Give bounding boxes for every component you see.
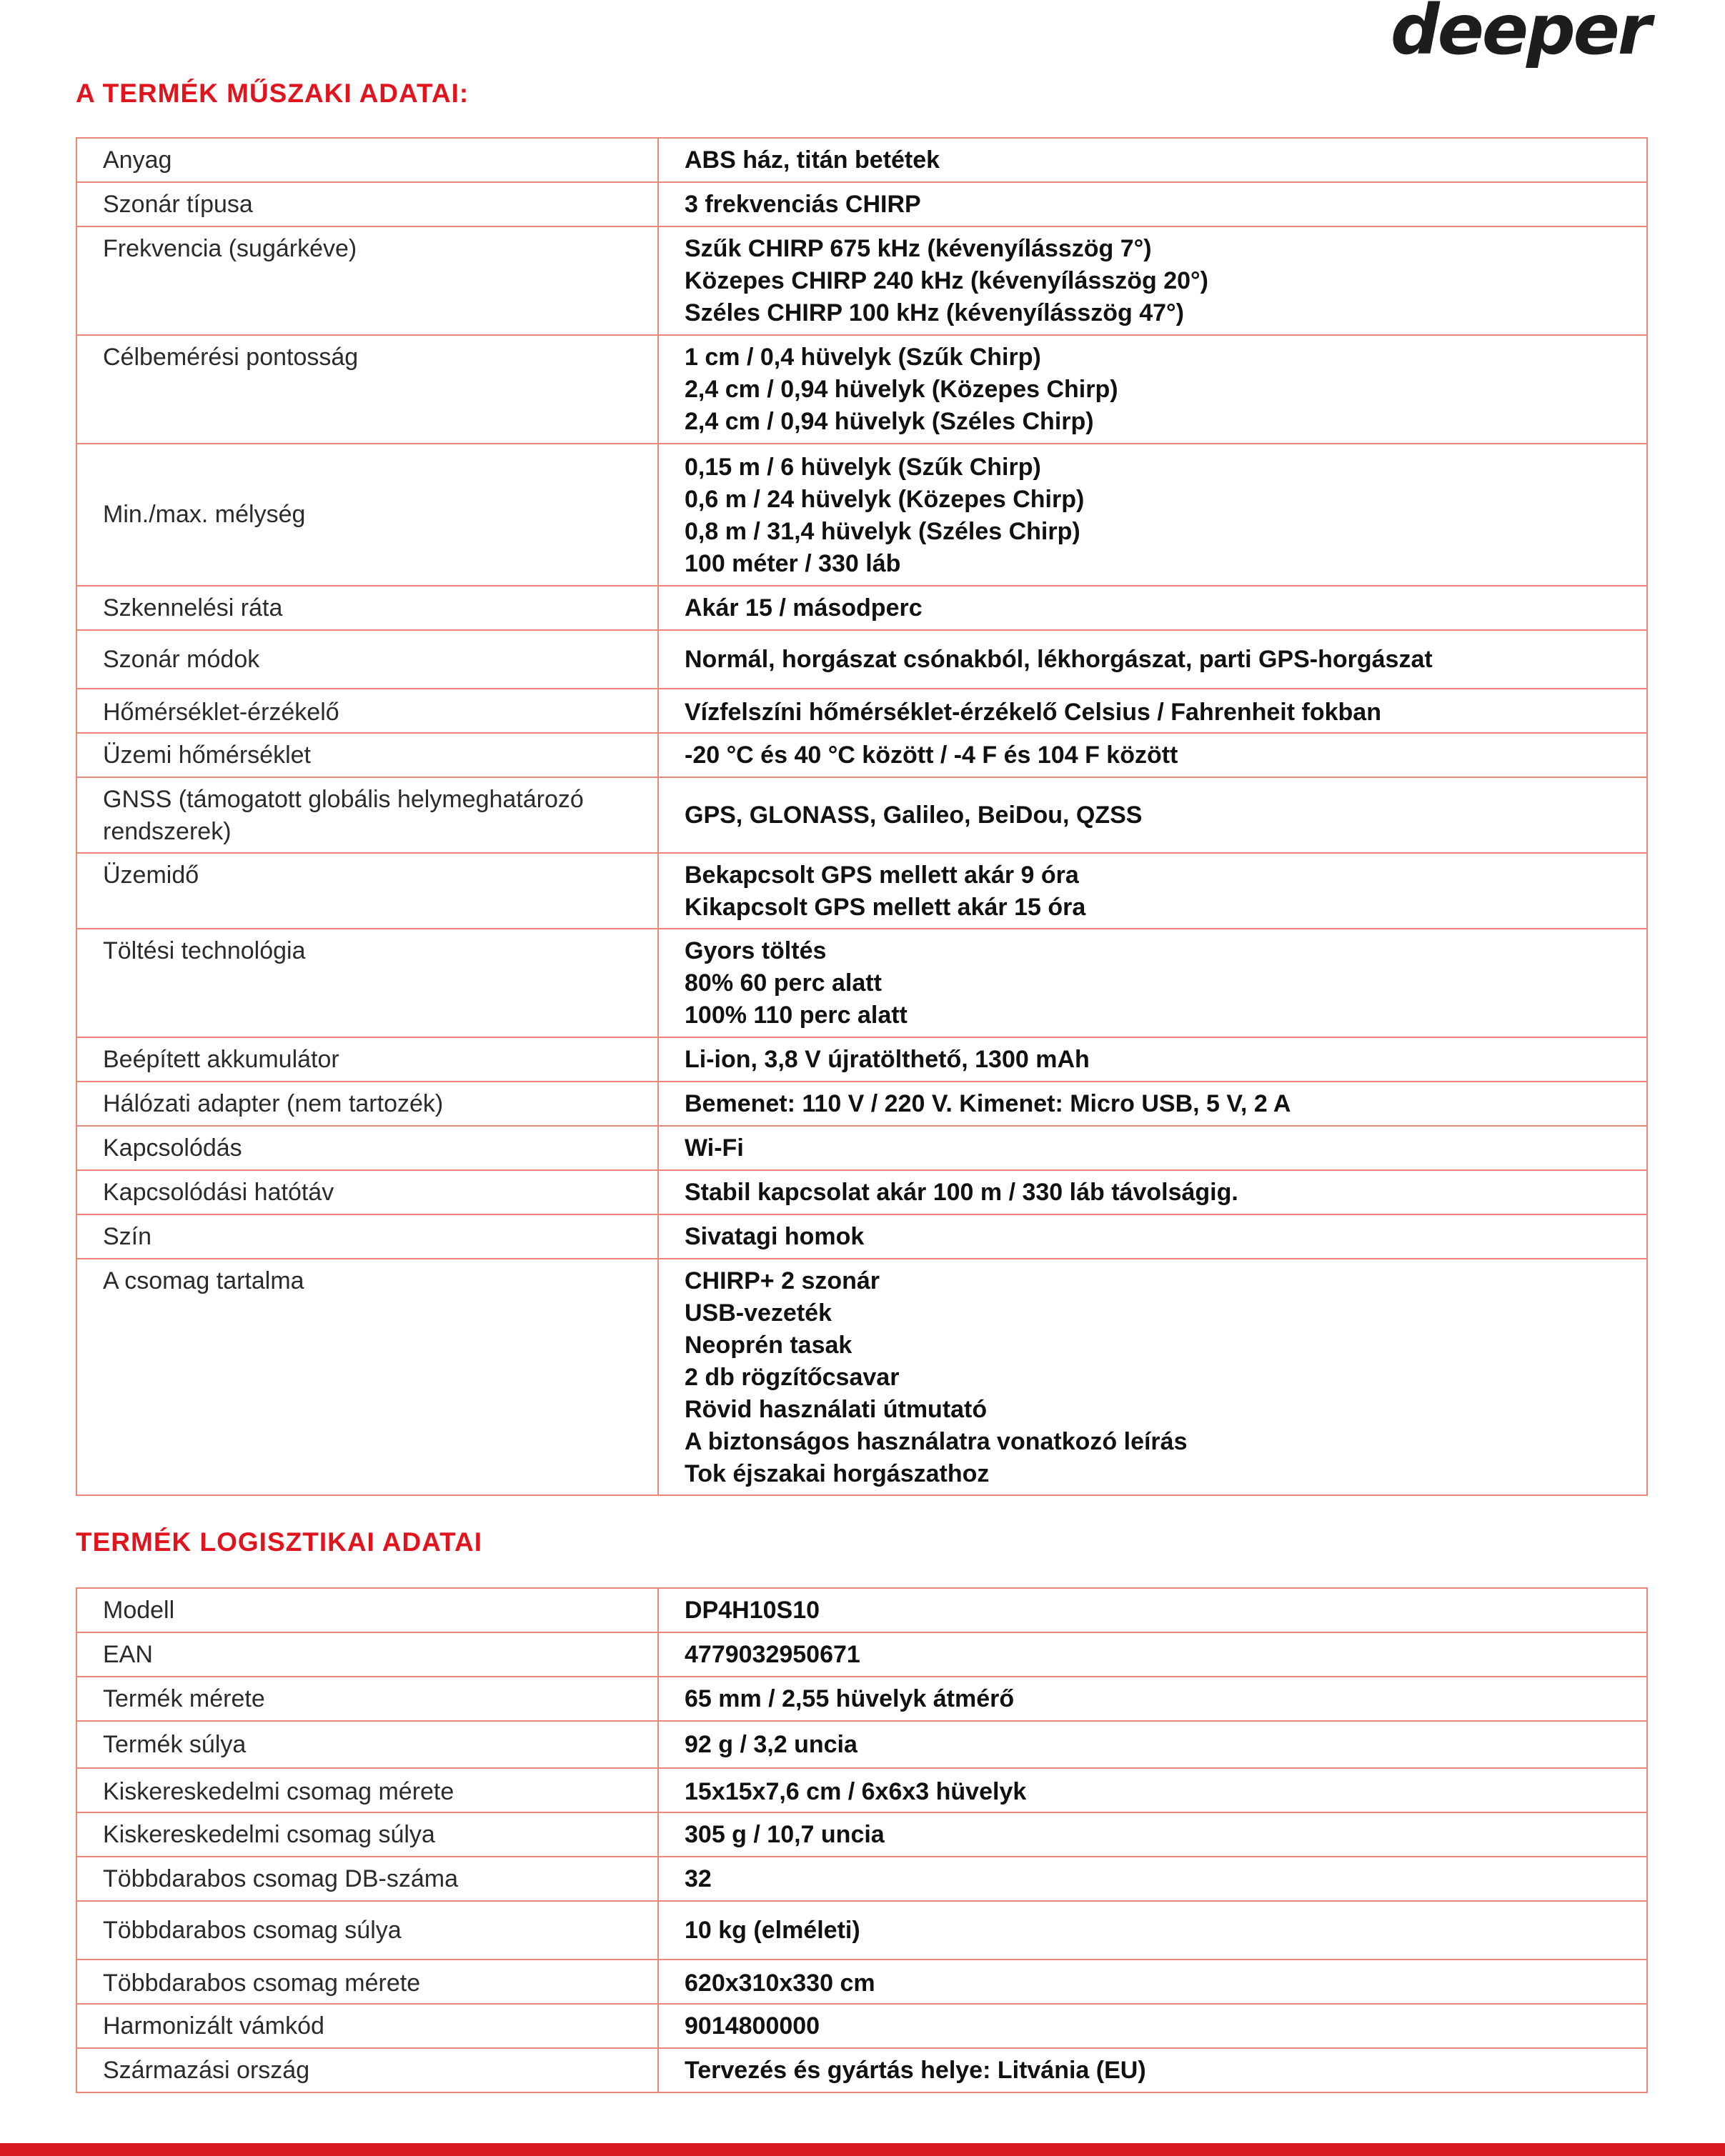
row-value-line: Gyors töltés [685,937,827,964]
row-label: Kapcsolódás [76,1126,658,1170]
footer-bar [0,2143,1725,2156]
row-label: Üzemidő [76,853,658,929]
row-value-line: -20 °C és 40 °C között / -4 F és 104 F között [685,742,1178,769]
table-row [76,1901,1647,1960]
row-value-line: 2 db rögzítőcsavar [685,1364,900,1391]
row-value-line: 100% 110 perc alatt [685,1002,908,1029]
row-value-line: Tok éjszakai horgászathoz [685,1460,990,1487]
row-value-line: Neoprén tasak [685,1332,852,1359]
table-row [76,1259,1647,1495]
row-value [658,1170,1647,1214]
row-value: 4779032950671 [658,1632,1647,1677]
table-row [76,2004,1647,2048]
table-row [76,689,1647,733]
row-value-line: Szűk CHIRP 675 kHz (kévenyílásszög 7°) [685,235,1152,262]
row-value-line: Sivatagi homok [685,1223,865,1250]
row-value [658,182,1647,226]
row-label: Termék súlya [76,1721,658,1768]
row-value [658,1037,1647,1082]
row-value-line: 0,8 m / 31,4 hüvelyk (Széles Chirp) [685,518,1080,545]
row-value-line: Kikapcsolt GPS mellett akár 15 óra [685,894,1086,921]
table-row [76,777,1647,853]
table-row [76,1126,1647,1170]
table-row [76,444,1647,586]
specs-table [76,137,1648,1496]
specs-title: A TERMÉK MŰSZAKI ADATAI: [76,79,469,108]
row-label: Kapcsolódási hatótáv [76,1170,658,1214]
table-row [76,1082,1647,1126]
table-row [76,1037,1647,1082]
logo-text: deeper [1391,0,1650,70]
table-row [76,1214,1647,1259]
row-label: Harmonizált vámkód [76,2004,658,2048]
row-value-line: USB-vezeték [685,1299,832,1327]
row-label: Hálózati adapter (nem tartozék) [76,1082,658,1126]
row-value: 305 g / 10,7 uncia [658,1812,1647,1857]
row-label: Anyag [76,138,658,182]
row-label: Modell [76,1588,658,1632]
row-label: Min./max. mélység [76,444,658,586]
row-label-line: rendszerek) [103,818,232,845]
row-value-line: Li-ion, 3,8 V újratölthető, 1300 mAh [685,1046,1090,1073]
row-label: Kiskereskedelmi csomag mérete [76,1768,658,1812]
table-row [76,1721,1647,1768]
table-row [76,1170,1647,1214]
row-value-line: Normál, horgászat csónakból, lékhorgászat, parti GPS-horgászat [685,646,1433,673]
row-value-line: 1 cm / 0,4 hüvelyk (Szűk Chirp) [685,344,1041,371]
row-value [658,335,1647,444]
row-value: DP4H10S10 [658,1588,1647,1632]
row-value: 32 [658,1857,1647,1901]
row-label: Származási ország [76,2048,658,2092]
row-value [658,226,1647,335]
row-label-line: GNSS (támogatott globális helymeghatározó [103,786,584,813]
row-label: Többdarabos csomag DB-száma [76,1857,658,1901]
row-value [658,733,1647,777]
table-row [76,929,1647,1037]
row-label: Szkennelési ráta [76,586,658,630]
row-label: Beépített akkumulátor [76,1037,658,1082]
row-value: 620x310x330 cm [658,1960,1647,2004]
row-value-line: CHIRP+ 2 szonár [685,1267,880,1294]
row-value-line: Bemenet: 110 V / 220 V. Kimenet: Micro USB, 5 V, 2 A [685,1090,1291,1117]
row-value-line: 2,4 cm / 0,94 hüvelyk (Széles Chirp) [685,408,1094,435]
row-label: Szín [76,1214,658,1259]
logistics-table [76,1587,1648,2093]
row-value-line: GPS, GLONASS, Galileo, BeiDou, QZSS [685,801,1143,829]
row-value: 92 g / 3,2 uncia [658,1721,1647,1768]
table-row [76,182,1647,226]
table-row [76,1812,1647,1857]
row-value: 10 kg (elméleti) [658,1901,1647,1960]
table-row [76,226,1647,335]
table-row [76,1960,1647,2004]
row-label [76,777,658,853]
table-row [76,1857,1647,1901]
row-value: Tervezés és gyártás helye: Litvánia (EU) [658,2048,1647,2092]
row-label: Töltési technológia [76,929,658,1037]
row-value [658,1126,1647,1170]
row-value-line: Széles CHIRP 100 kHz (kévenyílásszög 47°) [685,299,1184,326]
row-value [658,929,1647,1037]
table-row [76,138,1647,182]
row-value-line: 80% 60 perc alatt [685,969,882,997]
row-value-line: 100 méter / 330 láb [685,550,901,577]
row-value [658,138,1647,182]
table-row [76,2048,1647,2092]
row-value-line: Akár 15 / másodperc [685,594,923,622]
row-label: A csomag tartalma [76,1259,658,1495]
row-label: Termék mérete [76,1677,658,1721]
table-row [76,1677,1647,1721]
row-value-line: A biztonságos használatra vonatkozó leírás [685,1428,1188,1455]
row-value [658,444,1647,586]
row-value [658,1259,1647,1495]
table-row [76,1632,1647,1677]
row-value-line: ABS ház, titán betétek [685,146,940,174]
row-label: Kiskereskedelmi csomag súlya [76,1812,658,1857]
row-value: 65 mm / 2,55 hüvelyk átmérő [658,1677,1647,1721]
row-value-line: Rövid használati útmutató [685,1396,988,1423]
row-label: Célbemérési pontosság [76,335,658,444]
row-value: 9014800000 [658,2004,1647,2048]
row-label: Frekvencia (sugárkéve) [76,226,658,335]
row-value-line: 2,4 cm / 0,94 hüvelyk (Közepes Chirp) [685,376,1118,403]
table-row [76,586,1647,630]
row-label: Többdarabos csomag súlya [76,1901,658,1960]
row-value-line: 0,15 m / 6 hüvelyk (Szűk Chirp) [685,454,1041,481]
row-value-line: Vízfelszíni hőmérséklet-érzékelő Celsius / Fahrenheit fokban [685,699,1381,726]
row-value [658,630,1647,689]
row-value-line: Wi-Fi [685,1134,744,1162]
row-value-line: Stabil kapcsolat akár 100 m / 330 láb távolságig. [685,1179,1238,1206]
row-label: EAN [76,1632,658,1677]
row-label: Többdarabos csomag mérete [76,1960,658,2004]
row-value: 15x15x7,6 cm / 6x6x3 hüvelyk [658,1768,1647,1812]
row-label: Szonár módok [76,630,658,689]
row-value [658,777,1647,853]
row-label: Üzemi hőmérséklet [76,733,658,777]
table-row [76,733,1647,777]
table-row [76,630,1647,689]
table-row [76,853,1647,929]
row-value [658,586,1647,630]
row-value [658,1214,1647,1259]
logistics-title: TERMÉK LOGISZTIKAI ADATAI [76,1527,482,1557]
row-value [658,1082,1647,1126]
table-row [76,335,1647,444]
row-value [658,853,1647,929]
row-value-line: 3 frekvenciás CHIRP [685,191,921,218]
row-label: Hőmérséklet-érzékelő [76,689,658,733]
table-row [76,1588,1647,1632]
deeper-logo [1391,0,1648,74]
table-row [76,1768,1647,1812]
row-value-line: Közepes CHIRP 240 kHz (kévenyílásszög 20°) [685,267,1208,294]
row-value-line: 0,6 m / 24 hüvelyk (Közepes Chirp) [685,486,1085,513]
row-value [658,689,1647,733]
row-value-line: Bekapcsolt GPS mellett akár 9 óra [685,862,1079,889]
row-label: Szonár típusa [76,182,658,226]
